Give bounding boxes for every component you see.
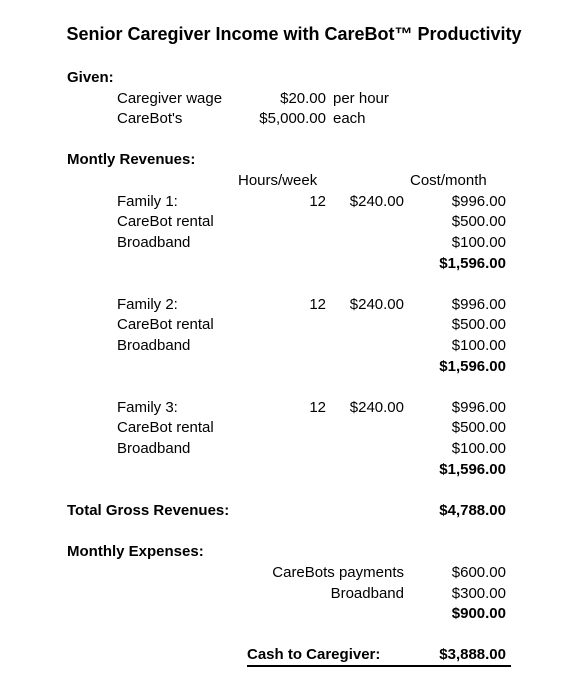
family-3-hours: 12 (309, 399, 326, 416)
family-2-hours: 12 (309, 296, 326, 313)
given-wage-value: $20.00 (280, 90, 326, 107)
family-3-broadband: $100.00 (451, 440, 506, 457)
total-gross-value: $4,788.00 (439, 502, 506, 519)
family-3-name: Family 3: (117, 399, 178, 416)
family-2-weekly: $240.00 (349, 296, 404, 313)
family-3-subtotal: $1,596.00 (439, 461, 506, 478)
family-1-subtotal: $1,596.00 (439, 255, 506, 272)
expense-broadband-value: $300.00 (451, 585, 506, 602)
family-2-broadband-label: Broadband (117, 337, 191, 354)
expenses-total: $900.00 (451, 605, 506, 622)
given-heading: Given: (67, 69, 114, 86)
cash-label: Cash to Caregiver: (247, 646, 381, 663)
page-title: Senior Caregiver Income with CareBot™ Productivity (66, 24, 522, 44)
family-2-subtotal: $1,596.00 (439, 358, 506, 375)
family-3-rental: $500.00 (451, 419, 506, 436)
cash-value: $3,888.00 (439, 646, 506, 663)
family-1-broadband-label: Broadband (117, 234, 191, 251)
given-carebot-value: $5,000.00 (259, 110, 326, 127)
family-3-cost: $996.00 (451, 399, 506, 416)
expense-carebots-label: CareBots payments (272, 564, 404, 581)
given-carebot-unit: each (333, 110, 366, 127)
cash-underline (247, 665, 511, 667)
family-1-rental: $500.00 (451, 213, 506, 230)
family-2-cost: $996.00 (451, 296, 506, 313)
given-carebot-label: CareBot's (117, 110, 183, 127)
family-3-rental-label: CareBot rental (117, 419, 214, 436)
family-2-rental-label: CareBot rental (117, 316, 214, 333)
family-1-broadband: $100.00 (451, 234, 506, 251)
total-gross-label: Total Gross Revenues: (67, 502, 230, 519)
family-2-broadband: $100.00 (451, 337, 506, 354)
family-2-rental: $500.00 (451, 316, 506, 333)
family-1-hours: 12 (309, 193, 326, 210)
family-1-weekly: $240.00 (349, 193, 404, 210)
family-1-rental-label: CareBot rental (117, 213, 214, 230)
expense-carebots-value: $600.00 (451, 564, 506, 581)
family-1-name: Family 1: (117, 193, 178, 210)
given-wage-label: Caregiver wage (117, 90, 223, 107)
family-3-weekly: $240.00 (349, 399, 404, 416)
expenses-heading: Monthly Expenses: (67, 543, 204, 560)
family-1-cost: $996.00 (451, 193, 506, 210)
col-cost-header: Cost/month (410, 172, 487, 189)
expense-broadband-label: Broadband (330, 585, 404, 602)
family-3-broadband-label: Broadband (117, 440, 191, 457)
col-hours-header: Hours/week (238, 172, 318, 189)
revenues-heading: Montly Revenues: (67, 151, 196, 168)
family-2-name: Family 2: (117, 296, 178, 313)
given-wage-unit: per hour (333, 90, 389, 107)
